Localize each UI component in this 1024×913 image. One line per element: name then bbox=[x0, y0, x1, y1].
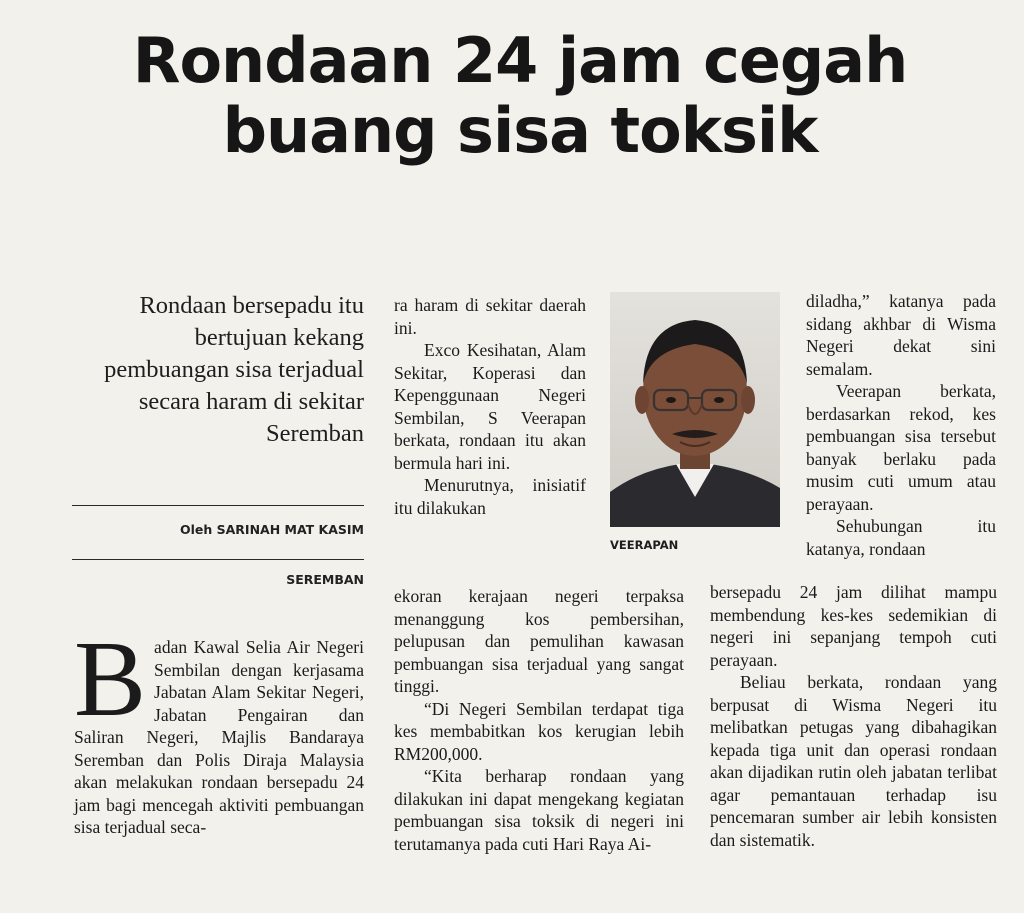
headline bbox=[40, 26, 1000, 166]
body-column-1 bbox=[74, 620, 364, 839]
paragraph: Sehubungan itu katanya, rondaan bbox=[806, 516, 996, 559]
paragraph: Beliau berkata, rondaan yang berpusat di Wisma Negeri itu melibatkan petugas yang dibahagikan kepada tiga unit dan operasi rondaan akan dijadikan rutin oleh jabatan terlibat agar pemantauan terhadap isu pencemaran sumber air lebih konsisten dan sistematik. bbox=[710, 672, 997, 850]
standfirst: Rondaan bersepadu itu bertujuan kekang pembuangan sisa terjadual secara haram di sekitar Seremban bbox=[104, 292, 364, 447]
paragraph: “Di Negeri Sembilan terdapat tiga kes membabitkan kos kerugian lebih RM200,000. bbox=[394, 698, 684, 764]
paragraph: ra haram di sekitar daerah ini. bbox=[394, 295, 586, 338]
paragraph: adan Kawal Selia Air Negeri Sembilan dengan kerjasama Jabatan Alam Sekitar Negeri, Jabatan Pengairan dan Saliran Negeri, Majlis Bandaraya Seremban dan Polis Diraja Malaysia akan melakukan rondaan bersepadu 24 jam bagi mencegah aktiviti pembuangan sisa terjadual seca- bbox=[74, 637, 364, 837]
paragraph: “Kita berharap rondaan yang dilakukan ini dapat mengekang kegiatan pembuangan sisa toksik di negeri ini terutamanya pada cuti Hari Raya Ai- bbox=[394, 766, 684, 854]
body-column-2-top bbox=[394, 294, 586, 519]
paragraph: Veerapan berkata, berdasarkan rekod, kes pembuangan sisa tersebut banyak berlaku pada musim cuti umum atau perayaan. bbox=[806, 381, 996, 514]
drop-cap: B bbox=[74, 620, 147, 739]
dateline: SEREMBAN bbox=[286, 572, 364, 587]
body-column-2-bottom bbox=[394, 585, 684, 855]
headline-line-1: Rondaan 24 jam cegah bbox=[132, 24, 908, 97]
portrait-photo bbox=[610, 292, 780, 527]
paragraph: bersepadu 24 jam dilihat mampu membendung kes-kes sedemikian di negeri ini sepanjang tempoh cuti perayaan. bbox=[710, 582, 997, 670]
byline: Oleh SARINAH MAT KASIM bbox=[179, 522, 364, 537]
headline-line-2: buang sisa toksik bbox=[222, 94, 818, 167]
body-column-3-bottom bbox=[710, 581, 997, 851]
paragraph: Exco Kesihatan, Alam Sekitar, Koperasi dan Kepenggunaan Negeri Sembilan, S Veerapan berkata, rondaan itu akan bermula hari ini. bbox=[394, 340, 586, 473]
divider-top bbox=[72, 505, 364, 506]
paragraph: Menurutnya, inisiatif itu dilakukan bbox=[394, 475, 586, 518]
photo-caption: VEERAPAN bbox=[610, 538, 679, 552]
portrait-illustration bbox=[610, 292, 780, 527]
paragraph: diladha,” katanya pada sidang akhbar di Wisma Negeri dekat sini semalam. bbox=[806, 291, 996, 379]
body-column-3-top bbox=[806, 290, 996, 560]
divider-bottom bbox=[72, 559, 364, 560]
paragraph: ekoran kerajaan negeri terpaksa menanggung kos pembersihan, pelupusan dan pemulihan kawasan pembuangan sisa terjadual yang sangat tinggi. bbox=[394, 586, 684, 696]
